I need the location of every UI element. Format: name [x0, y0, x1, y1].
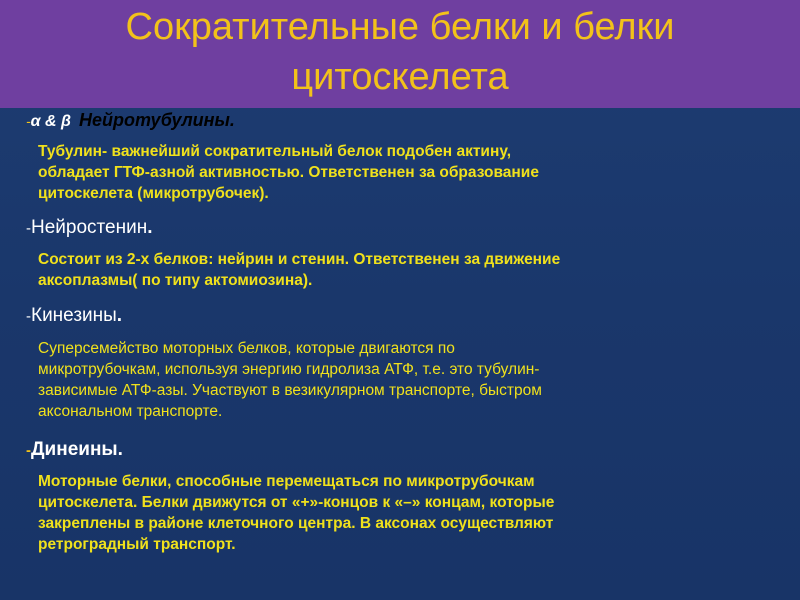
- bullet-dash: -: [26, 220, 31, 237]
- heading-dot: .: [116, 305, 123, 326]
- heading-neurostenin: [26, 216, 152, 241]
- bullet-dash: -: [26, 308, 31, 325]
- text-line: Моторные белки, способные перемещаться по микротрубочкам: [38, 473, 535, 490]
- heading-dot: .: [147, 217, 153, 238]
- paragraph-kinesins: [38, 338, 542, 422]
- text-line: Тубулин- важнейший сократительный белок подобен актину,: [38, 143, 512, 160]
- alpha-beta-label: α & β: [30, 113, 71, 130]
- heading-text: Нейростенин: [31, 217, 148, 238]
- title-line-1: Сократительные белки и белки: [125, 6, 675, 48]
- text-line: Состоит из 2-х белков: нейрин и стенин. Ответственен за движение: [38, 251, 561, 268]
- title-line-2: цитоскелета: [291, 56, 509, 98]
- paragraph-neurotubulins: [38, 141, 539, 204]
- text-line: цитоскелета. Белки движутся от «+»-концов к «–» концам, которые: [38, 494, 555, 511]
- bullet-dash: -: [26, 442, 31, 459]
- paragraph-neurostenin: [38, 249, 560, 291]
- heading-kinesins: [26, 304, 122, 329]
- text-line: зависимые АТФ-азы. Участвуют в везикулярном транспорте, быстром: [38, 382, 542, 399]
- slide-title: [0, 2, 800, 102]
- heading-text: Нейротубулины.: [78, 110, 235, 130]
- paragraph-dyneins: [38, 471, 554, 555]
- text-line: аксоплазмы( по типу актомиозина).: [38, 272, 313, 289]
- heading-text: Кинезины: [31, 305, 117, 326]
- text-line: цитоскелета (микротрубочек).: [38, 185, 269, 202]
- bullet-dash: -: [26, 113, 31, 129]
- text-line: обладает ГТФ-азной активностью. Ответственен за образование: [38, 164, 539, 181]
- text-line: ретроградный транспорт.: [38, 536, 236, 553]
- heading-dyneins: [26, 438, 123, 463]
- text-line: закреплены в районе клеточного центра. В аксонах осуществляют: [38, 515, 554, 532]
- text-line: аксональном транспорте.: [38, 403, 223, 420]
- heading-text: Динеины.: [31, 439, 123, 460]
- heading-neurotubulins: [26, 110, 235, 132]
- text-line: Суперсемейство моторных белков, которые двигаются по: [38, 340, 455, 357]
- text-line: микротрубочкам, используя энергию гидролиза АТФ, т.е. это тубулин-: [38, 361, 540, 378]
